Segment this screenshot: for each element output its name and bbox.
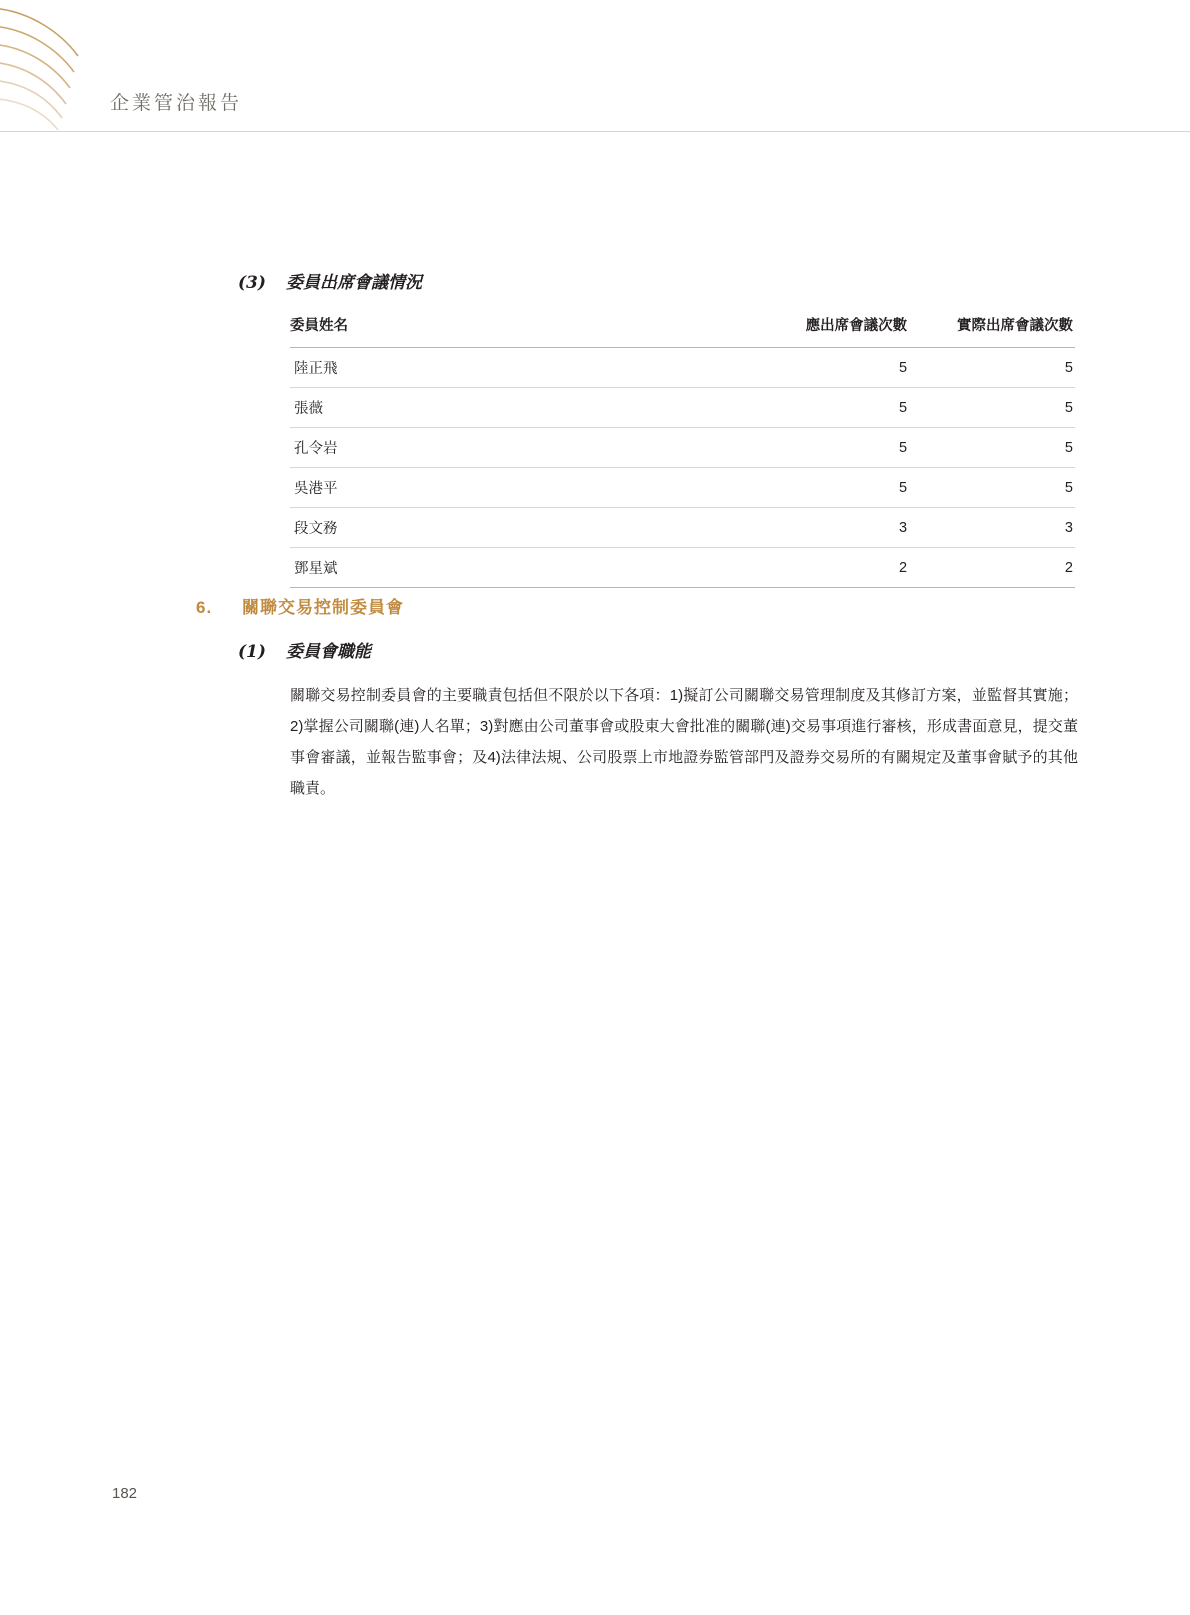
cell-meetings-due: 5 [739, 388, 909, 428]
table-row [290, 348, 1075, 388]
section-6-sub-1-title: 委員會職能 [286, 642, 371, 662]
section-6-sub-1-heading [238, 637, 1088, 662]
section-6-title: 關聯交易控制委員會 [242, 598, 404, 617]
cell-member-name: 吳港平 [290, 468, 739, 508]
cell-meetings-due: 5 [739, 348, 909, 388]
cell-member-name: 張薇 [290, 388, 739, 428]
table-row [290, 548, 1075, 588]
cell-meetings-attended: 3 [909, 508, 1075, 548]
cell-member-name: 鄧星斌 [290, 548, 739, 588]
column-header-member-name: 委員姓名 [290, 308, 739, 348]
cell-meetings-attended: 5 [909, 468, 1075, 508]
section-6-sub-1-number: (1) [238, 642, 266, 662]
cell-member-name: 段文務 [290, 508, 739, 548]
table-row [290, 468, 1075, 508]
cell-meetings-attended: 5 [909, 348, 1075, 388]
cell-member-name: 陸正飛 [290, 348, 739, 388]
section-6-number: 6. [196, 598, 213, 617]
column-header-meetings-due: 應出席會議次數 [739, 308, 909, 348]
table-row [290, 508, 1075, 548]
cell-meetings-due: 3 [739, 508, 909, 548]
table-row [290, 428, 1075, 468]
page-header [0, 0, 1190, 132]
cell-meetings-due: 5 [739, 468, 909, 508]
cell-meetings-due: 5 [739, 428, 909, 468]
decorative-swoosh-icon [0, 0, 120, 132]
section-3-number: (3) [238, 273, 266, 293]
cell-member-name: 孔令岩 [290, 428, 739, 468]
cell-meetings-due: 2 [739, 548, 909, 588]
header-title: 企業管治報告 [110, 92, 243, 114]
table-row [290, 388, 1075, 428]
page-number: 182 [112, 1485, 138, 1502]
column-header-meetings-attended: 實際出席會議次數 [909, 308, 1075, 348]
cell-meetings-attended: 2 [909, 548, 1075, 588]
cell-meetings-attended: 5 [909, 428, 1075, 468]
table-header-row [290, 308, 1075, 348]
section-3-title: 委員出席會議情況 [286, 273, 422, 293]
cell-meetings-attended: 5 [909, 388, 1075, 428]
section-3-heading [238, 268, 1088, 293]
section-6-heading [196, 593, 1056, 618]
section-6-sub-1-paragraph: 關聯交易控制委員會的主要職責包括但不限於以下各項：1)擬訂公司關聯交易管理制度及其修訂方案，並監督其實施；2)掌握公司關聯(連)人名單；3)對應由公司董事會或股東大會批准的關聯(連)交易事項進行審核，形成書面意見，提交董事會審議，並報告監事會；及4)法律法規、公司股票上市地證券監管部門及證券交易所的有關規定及董事會賦予的其他職責。 [290, 687, 1078, 797]
attendance-table [290, 308, 1075, 588]
header-divider [0, 131, 1190, 132]
